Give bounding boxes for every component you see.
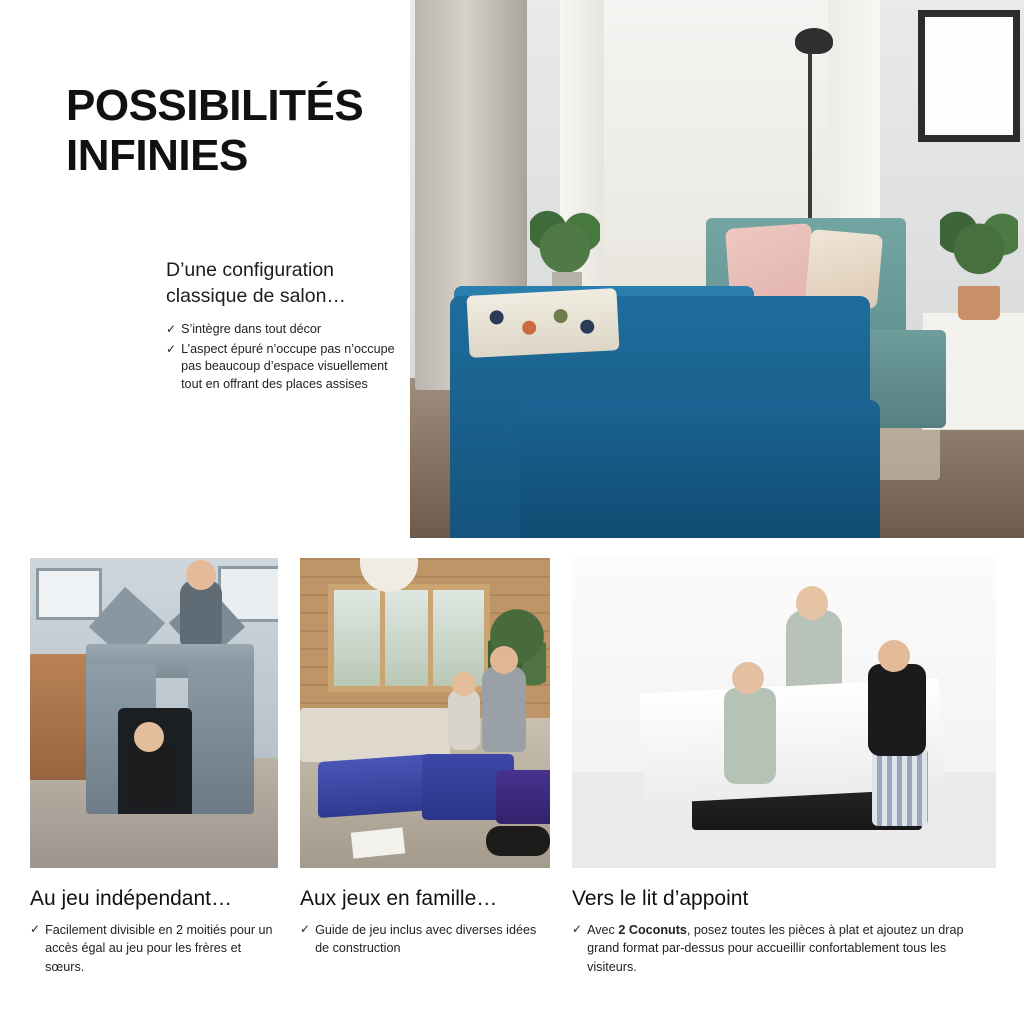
check-icon: ✓ bbox=[166, 322, 177, 337]
list-item bbox=[30, 921, 278, 976]
column-title: Vers le lit d’appoint bbox=[572, 887, 749, 910]
check-icon: ✓ bbox=[166, 341, 177, 356]
list-item-label: S’intègre dans tout décor bbox=[181, 322, 322, 337]
page-title: POSSIBILITÉS INFINIES bbox=[66, 81, 364, 180]
column-bullet-list bbox=[300, 921, 550, 958]
hero-intro-title: D’une configuration classique de salon… bbox=[166, 259, 346, 307]
check-icon: ✓ bbox=[300, 922, 311, 937]
column-photo-guest-bed bbox=[572, 558, 996, 868]
list-item-label: Facilement divisible en 2 moitiés pour un accès égal au jeu pour les frères et sœurs. bbox=[45, 923, 273, 974]
list-item bbox=[572, 921, 996, 976]
hero-bullet-list bbox=[166, 321, 398, 393]
feature-column-guest-bed bbox=[572, 558, 996, 978]
list-item bbox=[166, 321, 398, 338]
list-item-label: Guide de jeu inclus avec diverses idées de construction bbox=[315, 923, 537, 956]
column-photo-independent-play bbox=[30, 558, 278, 868]
column-title: Au jeu indépendant… bbox=[30, 887, 232, 910]
hero-photo-illustration bbox=[410, 0, 1024, 538]
hero-photo bbox=[410, 0, 1024, 538]
column-photo-family-play bbox=[300, 558, 550, 868]
list-item-label: L’aspect épuré n’occupe pas n’occupe pas beaucoup d’espace visuellement tout en offrant des places assises bbox=[181, 341, 395, 391]
list-item bbox=[300, 921, 550, 958]
feature-column-independent-play bbox=[30, 558, 278, 978]
list-item bbox=[166, 341, 398, 393]
column-title: Aux jeux en famille… bbox=[300, 887, 498, 910]
check-icon: ✓ bbox=[30, 922, 41, 937]
column-bullet-list bbox=[572, 921, 996, 976]
check-icon: ✓ bbox=[572, 922, 583, 937]
list-item-emphasis: 2 Coconuts bbox=[618, 923, 687, 938]
hero-text-block bbox=[166, 258, 398, 395]
list-item-label: Avec 2 Coconuts, posez toutes les pièces à plat et ajoutez un drap grand format par-dessus pour accueillir confortablement tous les visiteurs. bbox=[587, 923, 964, 974]
column-bullet-list bbox=[30, 921, 278, 976]
feature-column-family-play bbox=[300, 558, 550, 960]
